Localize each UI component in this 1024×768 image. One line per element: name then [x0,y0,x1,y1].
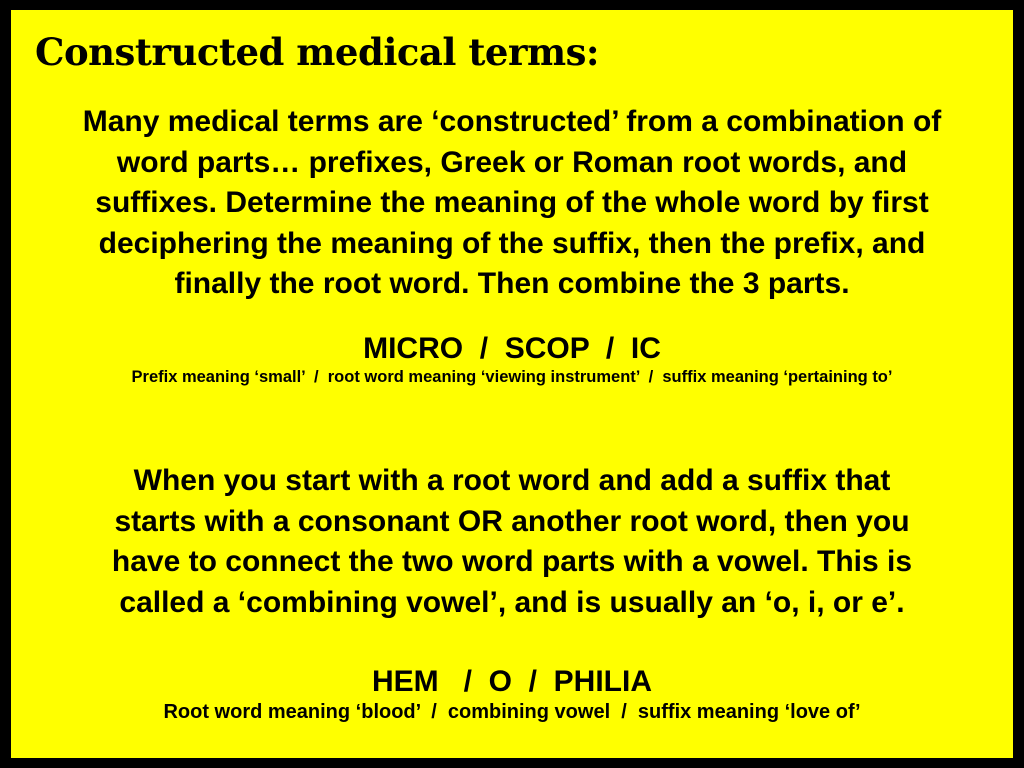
example-gloss: Root word meaning ‘blood’ / combining vowel / suffix meaning ‘love of’ [163,701,861,723]
example-term: HEM / O / PHILIA [371,665,653,698]
intro-line: deciphering the meaning of the suffix, then the prefix, and [98,226,926,260]
rule-line: have to connect the two word parts with a vowel. This is [111,545,913,578]
intro-line: Many medical terms are ‘constructed’ from a combination of [82,105,942,138]
intro-line: suffixes. Determine the meaning of the whole word by first [95,186,929,219]
slide-title: Constructed medical terms: [35,30,600,74]
example-microscopic [11,332,1013,388]
example-gloss: Prefix meaning ‘small’ / root word meaning ‘viewing instrument’ / suffix meaning ‘pertaining to’ [131,368,893,386]
example-term: MICRO / SCOP / IC [363,332,661,365]
example-hemophilia [11,665,1013,725]
slide [11,10,1013,758]
rule-line: starts with a consonant OR another root word, then you [114,504,910,538]
combining-vowel-paragraph [11,461,1013,623]
rule-line: called a ‘combining vowel’, and is usually an ‘o, i, or e’. [119,585,905,619]
intro-line: word parts… prefixes, Greek or Roman root words, and [116,145,908,179]
intro-line: finally the root word. Then combine the 3 parts. [174,267,850,300]
intro-paragraph [11,102,1013,305]
rule-line: When you start with a root word and add a suffix that [133,464,891,497]
